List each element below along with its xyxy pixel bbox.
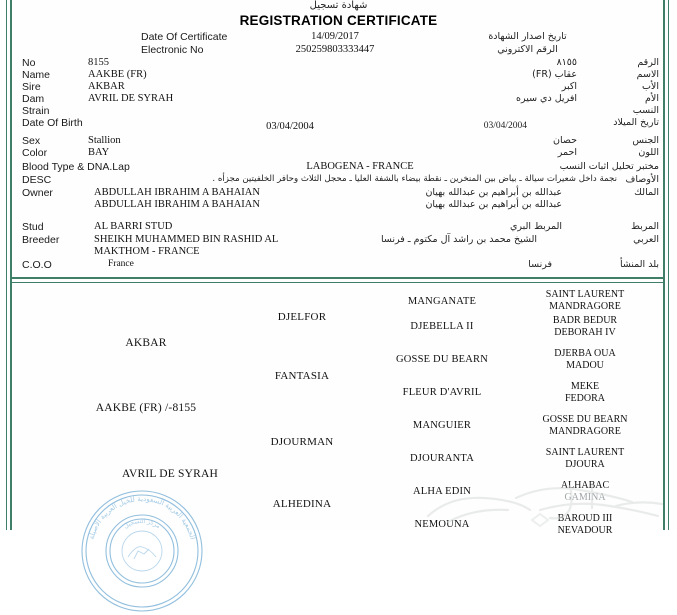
pedigree-gen4-5-top: SAINT LAURENT — [545, 447, 625, 458]
certificate-meta — [0, 31, 677, 57]
pedigree-gen4-1-bottom: DEBORAH IV — [554, 326, 616, 338]
info-label-blood-type-arabic: مختبر تحليل اثبات النسب — [559, 161, 659, 172]
pedigree-dam: AVRIL DE SYRAH — [121, 468, 219, 480]
info-value-date-of-birth-secondary: 03/04/2004 — [483, 121, 527, 131]
pedigree-gen3-7: NEMOUNA — [414, 519, 470, 530]
pedigree-gen4-4-top: GOSSE DU BEARN — [542, 414, 628, 425]
info-label-coo-arabic: بلد المنشأ — [619, 259, 659, 270]
info-value-sire: AKBAR — [88, 81, 125, 92]
pedigree-gen3-1: DJEBELLA II — [410, 321, 474, 332]
info-value-name-arabic: عقاب (FR) — [532, 69, 577, 80]
info-value-color-arabic: احمر — [557, 147, 577, 158]
pedigree-gen4-2-top: DJERBA OUA — [554, 348, 616, 359]
info-row-breeder-secondary — [0, 246, 677, 259]
pedigree-gen4-7-bottom: NEVADOUR — [557, 524, 613, 536]
page-title-arabic: شهادة تسجيل — [309, 0, 368, 11]
info-label-blood-type: Blood Type & DNA.Lap — [22, 161, 130, 173]
section-divider-lower — [11, 282, 664, 283]
info-label-no-arabic: الرقم — [637, 57, 659, 68]
info-label-breeder: Breeder — [22, 234, 60, 246]
pedigree-gen4-0 — [546, 289, 624, 312]
meta-label-electronic-no: Electronic No — [141, 44, 204, 56]
pedigree-gen4-4-bottom: MANDRAGORE — [549, 425, 621, 437]
info-label-color-arabic: اللون — [638, 147, 659, 158]
pedigree-gen4-1 — [553, 315, 617, 338]
pedigree-tree — [12, 284, 663, 536]
info-value-sex: Stallion — [88, 135, 121, 146]
info-value-breeder: SHEIKH MUHAMMED BIN RASHID AL — [94, 234, 279, 245]
info-value-breeder-arabic: الشيخ محمد بن راشد آل مكتوم ـ فرنسا — [380, 234, 537, 245]
page-title: REGISTRATION CERTIFICATE — [239, 13, 438, 28]
info-value-sire-arabic: اكبر — [561, 81, 577, 92]
info-value-stud-arabic: المربط البري — [509, 221, 562, 232]
pedigree-gen4-3 — [565, 381, 605, 404]
meta-label-electronic-no-arabic: الرقم الاكتروني — [497, 44, 558, 55]
pedigree-gen4-6-bottom: GAMINA — [564, 491, 606, 503]
info-row-owner-secondary — [0, 199, 677, 221]
pedigree-gen3-4: MANGUIER — [412, 420, 472, 431]
info-value-no: 8155 — [88, 57, 109, 68]
meta-label-date: Date Of Certificate — [141, 31, 228, 43]
info-label-dam: Dam — [22, 93, 45, 105]
pedigree-gen2-1: FANTASIA — [274, 370, 330, 382]
info-value-no-arabic: ٨١٥٥ — [556, 57, 577, 68]
info-value-desc-arabic: نجمة داخل شعيرات سيالة ـ بياض بين المنخرين ـ نقطة بيضاء بالشفة العليا ـ محجل الثلاث وحافر الخلفيتين مجزأه . — [212, 174, 617, 184]
info-value-coo: France — [108, 259, 134, 269]
info-value-coo-arabic: فرنسا — [528, 259, 552, 270]
info-value-owner-secondary-arabic: عبدالله بن أبراهيم بن عبدالله بهيان — [425, 199, 562, 210]
pedigree-gen4-0-bottom: MANDRAGORE — [549, 300, 621, 312]
info-label-sex-arabic: الجنس — [632, 135, 659, 146]
pedigree-gen3-3: FLEUR D'AVRIL — [402, 387, 482, 398]
pedigree-gen3-5: DJOURANTA — [410, 453, 474, 464]
meta-label-date-arabic: تاريخ اصدار الشهادة — [488, 31, 567, 42]
info-label-desc-arabic: الأوصاف — [625, 174, 659, 185]
svg-text:الجمعية العربية السعودية للخيل: الجمعية العربية السعودية للخيل العربية الاصيلة — [87, 494, 197, 541]
info-label-owner: Owner — [22, 187, 53, 199]
info-value-stud: AL BARRI STUD — [94, 221, 173, 232]
page-header — [0, 0, 677, 29]
info-label-name: Name — [22, 69, 51, 81]
pedigree-gen4-7 — [558, 513, 613, 536]
pedigree-gen4-3-top: MEKE — [570, 381, 600, 392]
info-value-breeder-secondary: MAKTHOM - FRANCE — [94, 246, 200, 257]
info-row-stud — [0, 221, 677, 234]
meta-row — [0, 44, 677, 57]
pedigree-gen4-6 — [561, 480, 609, 503]
info-row-sire — [0, 81, 677, 93]
info-row-strain — [0, 105, 677, 117]
pedigree-gen3-0: MANGANATE — [407, 296, 477, 307]
pedigree-sire: AKBAR — [125, 337, 167, 349]
pedigree-gen4-7-top: BAROUD III — [557, 513, 613, 524]
meta-row — [0, 31, 677, 44]
pedigree-gen4-3-bottom: FEDORA — [564, 392, 606, 404]
svg-text:مركز التسجيل: مركز التسجيل — [122, 517, 162, 531]
info-row-coo — [0, 259, 677, 271]
info-label-strain: Strain — [22, 105, 50, 117]
pedigree-gen4-4 — [542, 414, 627, 437]
info-value-owner-arabic: عبدالله بن أبراهيم بن عبدالله بهيان — [425, 187, 562, 198]
pedigree-gen4-1-top: BADR BEDUR — [552, 315, 618, 326]
info-row-breeder — [0, 234, 677, 246]
info-value-dam-arabic: افريل دي سيره — [515, 93, 577, 104]
info-label-name-arabic: الاسم — [636, 69, 659, 80]
pedigree-gen4-6-top: ALHABAC — [560, 480, 610, 491]
meta-value-electronic-no: 250259803333447 — [295, 44, 375, 55]
info-label-coo: C.O.O — [22, 259, 52, 271]
info-label-owner-arabic: المالك — [634, 187, 659, 198]
section-divider-upper — [11, 277, 664, 279]
info-label-sire: Sire — [22, 81, 41, 93]
info-label-date-of-birth: Date Of Birth — [22, 117, 83, 129]
info-row-color — [0, 147, 677, 161]
info-label-dam-arabic: الأم — [645, 93, 659, 104]
pedigree-gen2-3: ALHEDINA — [272, 498, 332, 510]
pedigree-gen4-2-bottom: MADOU — [566, 359, 604, 371]
info-value-owner-secondary: ABDULLAH IBRAHIM A BAHAIAN — [94, 199, 260, 210]
info-row-blood-type — [0, 161, 677, 174]
pedigree-gen3-6: ALHA EDIN — [412, 486, 472, 497]
info-value-color: BAY — [88, 147, 110, 158]
info-value-sex-arabic: حصان — [553, 135, 577, 146]
info-label-date-of-birth-arabic: تاريخ الميلاد — [613, 117, 659, 128]
info-value-owner: ABDULLAH IBRAHIM A BAHAIAN — [94, 187, 260, 198]
info-label-color: Color — [22, 147, 48, 159]
pedigree-gen2-2: DJOURMAN — [270, 436, 334, 448]
info-row-no — [0, 57, 677, 69]
pedigree-gen3-2: GOSSE DU BEARN — [395, 354, 489, 365]
info-row-sex — [0, 135, 677, 147]
info-row-desc — [0, 174, 677, 187]
info-value-dam: AVRIL DE SYRAH — [88, 93, 174, 104]
info-label-strain-arabic: النسب — [632, 105, 659, 116]
info-label-stud-arabic: المربط — [631, 221, 659, 232]
pedigree-gen4-0-top: SAINT LAURENT — [545, 289, 625, 300]
info-value-name: AAKBE (FR) — [88, 69, 147, 80]
pedigree-gen4-5-bottom: DJOURA — [565, 458, 605, 470]
info-value-date-of-birth: 03/04/2004 — [266, 121, 314, 132]
info-row-owner — [0, 187, 677, 199]
pedigree-gen2-0: DJELFOR — [277, 311, 327, 323]
info-label-desc: DESC — [22, 174, 52, 186]
info-row-date-of-birth — [0, 117, 677, 135]
horse-info-table — [0, 57, 677, 271]
info-label-sire-arabic: الأب — [641, 81, 659, 92]
info-label-breeder-arabic: العربي — [633, 234, 659, 245]
meta-value-date: 14/09/2017 — [311, 31, 359, 42]
info-row-dam — [0, 93, 677, 105]
pedigree-gen4-2 — [554, 348, 615, 371]
info-label-stud: Stud — [22, 221, 44, 233]
info-label-no: No — [22, 57, 36, 69]
info-value-blood-type: LABOGENA - FRANCE — [306, 161, 414, 172]
info-label-sex: Sex — [22, 135, 41, 147]
info-row-name — [0, 69, 677, 81]
pedigree-subject: AAKBE (FR) /-8155 — [95, 402, 197, 414]
pedigree-gen4-5 — [546, 447, 624, 470]
